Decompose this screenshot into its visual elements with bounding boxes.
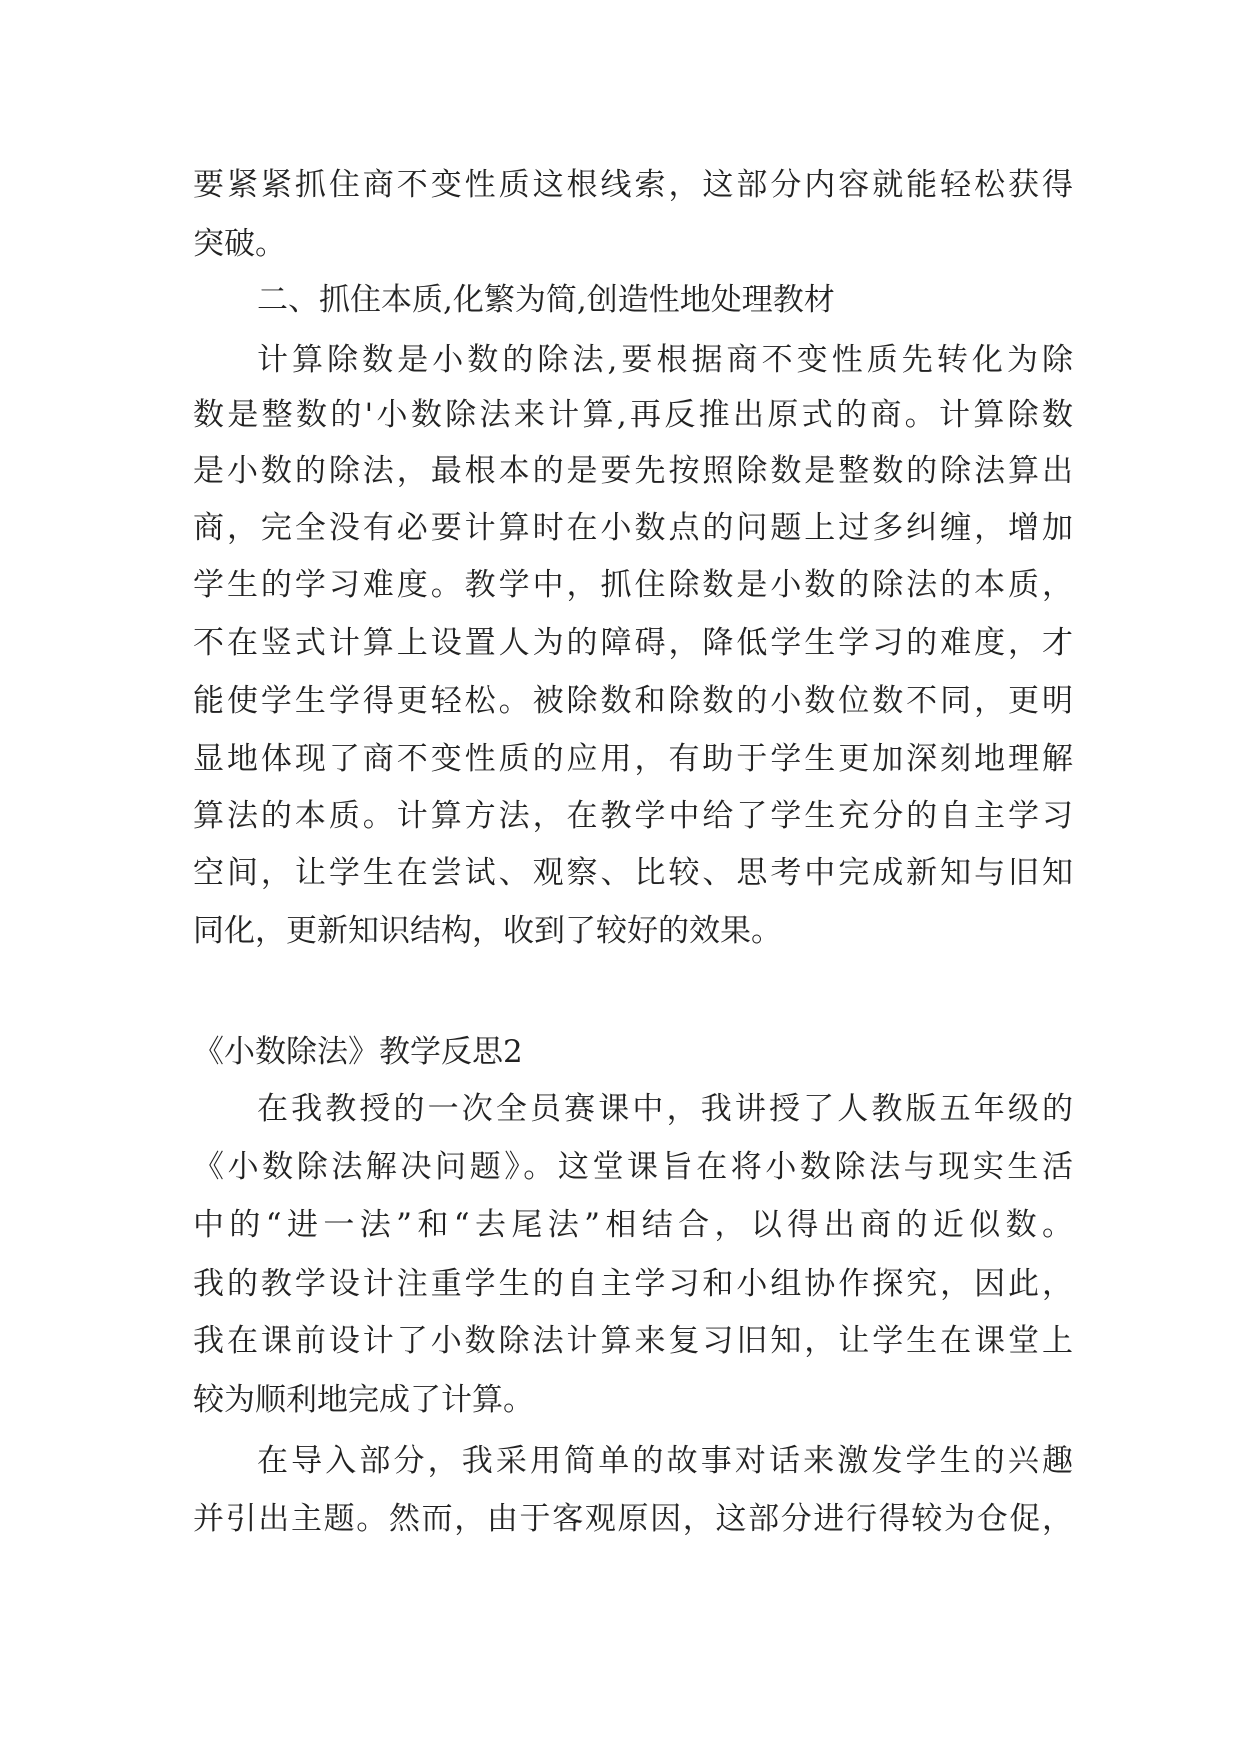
text-line: 不在竖式计算上设置人为的障碍，降低学生学习的难度，才: [193, 625, 1073, 661]
text-line: 我在课前设计了小数除法计算来复习旧知，让学生在课堂上: [193, 1323, 1073, 1359]
text-line: 《小数除法解决问题》。这堂课旨在将小数除法与现实生活: [193, 1149, 1073, 1185]
text-line: 显地体现了商不变性质的应用，有助于学生更加深刻地理解: [193, 741, 1073, 777]
text-line: 空间，让学生在尝试、观察、比较、思考中完成新知与旧知: [193, 855, 1073, 891]
text-line: 同化，更新知识结构，收到了较好的效果。: [193, 913, 782, 949]
text-line: 学生的学习难度。教学中，抓住除数是小数的除法的本质，: [193, 567, 1073, 603]
text-line: 数是整数的'小数除法来计算,再反推出原式的商。计算除数: [193, 397, 1073, 433]
text-line: 并引出主题。然而，由于客观原因，这部分进行得较为仓促，: [193, 1501, 1073, 1537]
text-line: 中的“进一法”和“去尾法”相结合，以得出商的近似数。: [193, 1207, 1073, 1243]
section-heading: 二、抓住本质,化繁为简,创造性地处理教材: [257, 282, 835, 318]
text-line: 要紧紧抓住商不变性质这根线索，这部分内容就能轻松获得: [193, 167, 1073, 203]
text-line: 商，完全没有必要计算时在小数点的问题上过多纠缠，增加: [193, 510, 1073, 546]
text-line: 是小数的除法，最根本的是要先按照除数是整数的除法算出: [193, 453, 1073, 489]
text-line: 在我教授的一次全员赛课中，我讲授了人教版五年级的: [257, 1091, 1073, 1127]
text-line: 能使学生学得更轻松。被除数和除数的小数位数不同，更明: [193, 683, 1073, 719]
text-line: 我的教学设计注重学生的自主学习和小组协作探究，因此，: [193, 1266, 1073, 1302]
text-line: 较为顺利地完成了计算。: [193, 1382, 534, 1418]
text-line: 算法的本质。计算方法，在教学中给了学生充分的自主学习: [193, 798, 1073, 834]
text-line: 在导入部分，我采用简单的故事对话来激发学生的兴趣: [257, 1443, 1073, 1479]
text-line: 计算除数是小数的除法,要根据商不变性质先转化为除: [257, 342, 1073, 378]
section-title: 《小数除法》教学反思2: [193, 1034, 523, 1070]
text-line: 突破。: [193, 226, 286, 262]
